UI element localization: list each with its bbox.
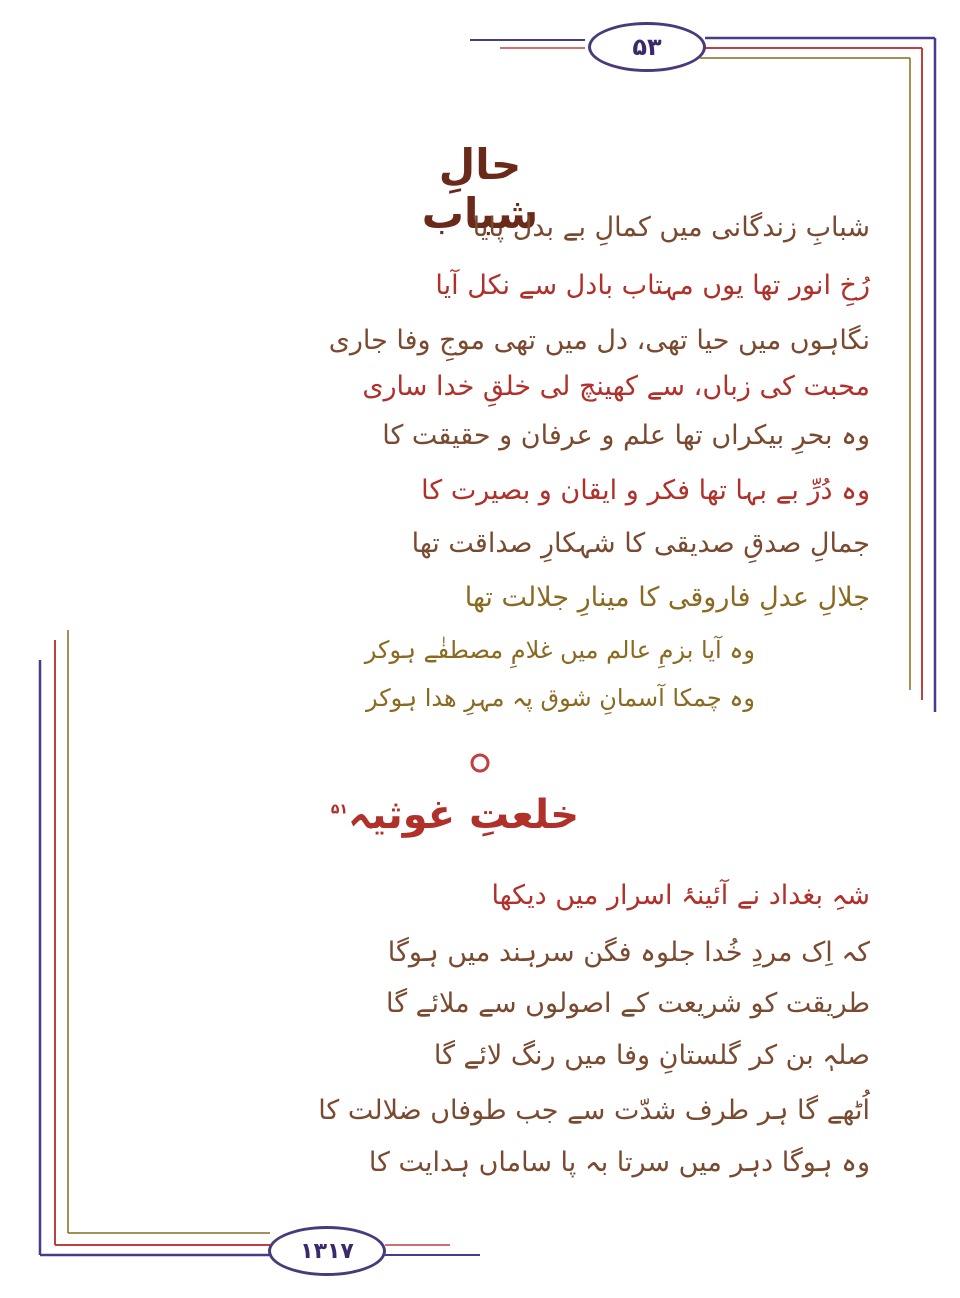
poem1-line-2: رُخِ انور تھا یوں مہتاب بادل سے نکل آیا (435, 270, 870, 301)
poem1-line-1: شبابِ زندگانی میں کمالِ بے بدل پایا (472, 212, 870, 243)
section-divider-circle (469, 752, 491, 774)
bottom-page-number: ۱۳۱۷ (268, 1226, 386, 1276)
poem1-line-6: وہ دُرِّ بے بہا تھا فکر و ایقان و بصیرت کا (421, 475, 870, 506)
poem1-line-5: وہ بحرِ بیکراں تھا علم و عرفان و حقیقت کا (382, 420, 870, 451)
poem2-line-4: صلہٖ بن کر گلستانِ وفا میں رنگ لائے گا (433, 1040, 870, 1071)
top-page-number: ۵۳ (588, 22, 706, 72)
poem1-line-8: جلالِ عدلِ فاروقی کا مینارِ جلالت تھا (464, 582, 870, 613)
poem1-line-4: محبت کی زباں، سے کھینچ لی خلقِ خدا ساری (362, 371, 870, 402)
footnote-mark: ۵۱ (330, 801, 348, 818)
poem1-line-3: نگاہوں میں حیا تھی، دل میں تھی موجِ وفا جاری (328, 325, 870, 356)
poem1-line-9: وہ آیا بزمِ عالم میں غلامِ مصطفٰے ہوکر (364, 636, 755, 664)
poem1-title: حالِ شباب (421, 140, 539, 238)
poem2-line-5: اُٹھے گا ہر طرف شدّت سے جب طوفاں ضلالت کا (318, 1095, 870, 1126)
poem2-line-3: طریقت کو شریعت کے اصولوں سے ملائے گا (385, 988, 870, 1019)
poem2-line-2: کہ اِک مردِ خُدا جلوہ فگن سرہند میں ہوگا (387, 937, 870, 968)
poem2-title-text: خلعتِ غوثیہ (347, 792, 580, 838)
poem2-title (330, 792, 580, 838)
poem2-line-6: وہ ہوگا دہر میں سرتا بہ پا ساماں ہدایت کا (368, 1147, 870, 1178)
poem1-line-7: جمالِ صدقِ صدیقی کا شہکارِ صداقت تھا (411, 528, 870, 559)
poem2-line-1: شہِ بغداد نے آئینۂ اسرار میں دیکھا (491, 880, 870, 911)
poem1-line-10: وہ چمکا آسمانِ شوق پہ مہرِ ھدا ہوکر (365, 684, 755, 712)
